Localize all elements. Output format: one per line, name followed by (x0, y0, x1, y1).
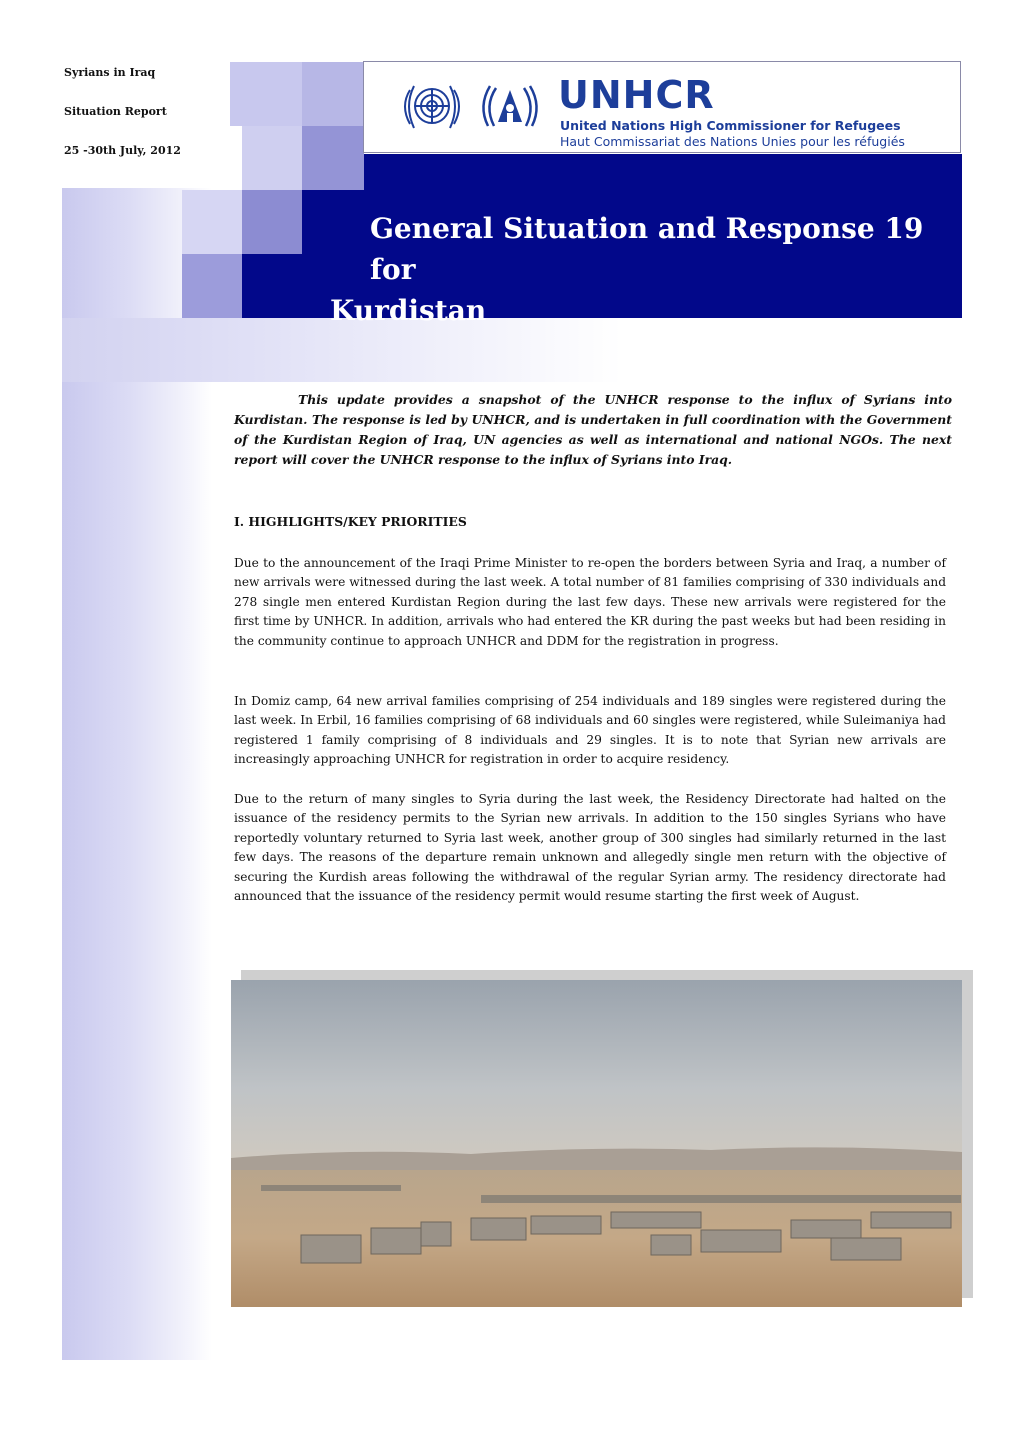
decor-square (182, 254, 242, 318)
section-heading: I. HIGHLIGHTS/KEY PRIORITIES (234, 514, 467, 529)
unhcr-logo-box (363, 61, 961, 153)
intro-paragraph: This update provides a snapshot of the UNHCR response to the influx of Syrians into Kurdistan. The response is led by UNHCR, and is undertaken in full coordination with the Government of the Kurdistan Region of Iraq, UN agencies as well as international and national NGOs. The next report will cover the UNHCR response to the influx of Syrians into Iraq. (234, 392, 952, 467)
meta-report-type: Situation Report (64, 105, 167, 118)
unhcr-emblem-icon (474, 76, 546, 136)
unhcr-french-name: Haut Commissariat des Nations Unies pour les réfugiés (560, 134, 905, 149)
unhcr-acronym: UNHCR (558, 73, 715, 117)
camp-photo (231, 980, 962, 1307)
decor-square (230, 62, 302, 126)
decor-square (242, 190, 302, 254)
unhcr-english-name: United Nations High Commissioner for Refugees (560, 118, 901, 133)
body-paragraph: In Domiz camp, 64 new arrival families comprising of 254 individuals and 189 singles were registered during the last week. In Erbil, 16 families comprising of 68 individuals and 60 singles were registered, while Suleimaniya had registered 1 family comprising of 8 individuals and 29 singles. It is to note that Syrian new arrivals are increasingly approaching UNHCR for registration in order to acquire residency. (234, 694, 946, 767)
un-emblem-icon (396, 76, 468, 136)
title-line-1: General Situation and Response 19 for (370, 212, 924, 286)
decor-square (302, 62, 364, 126)
body-paragraph: Due to the return of many singles to Syria during the last week, the Residency Directorate had halted on the issuance of the residency permits to the Syrian new arrivals. In addition to the 150 singles Syrians who have reportedly voluntary returned to Syria last week, another group of 300 singles had similarly returned in the last few days. The reasons of the departure remain unknown and allegedly single men return with the objective of securing the Kurdish areas following the withdrawal of the regular Syrian army. The residency directorate had announced that the issuance of the residency permit would resume starting the first week of August. (234, 792, 946, 904)
decor-square (242, 126, 302, 190)
decor-square (182, 190, 242, 254)
body-paragraph: Due to the announcement of the Iraqi Prime Minister to re-open the borders between Syria and Iraq, a number of new arrivals were witnessed during the last week. A total number of 81 families comprising of 330 individuals and 278 single men entered Kurdistan Region during the last few days. These new arrivals were registered for the first time by UNHCR. In addition, arrivals who had entered the KR during the past weeks but had been residing in the community continue to approach UNHCR and DDM for the registration in progress. (234, 556, 946, 648)
decor-square (302, 126, 364, 190)
report-meta (64, 66, 181, 183)
meta-date: 25 -30th July, 2012 (64, 144, 181, 157)
title-line-2: Kurdistan (330, 294, 487, 327)
meta-country: Syrians in Iraq (64, 66, 156, 79)
page-title (330, 208, 950, 331)
